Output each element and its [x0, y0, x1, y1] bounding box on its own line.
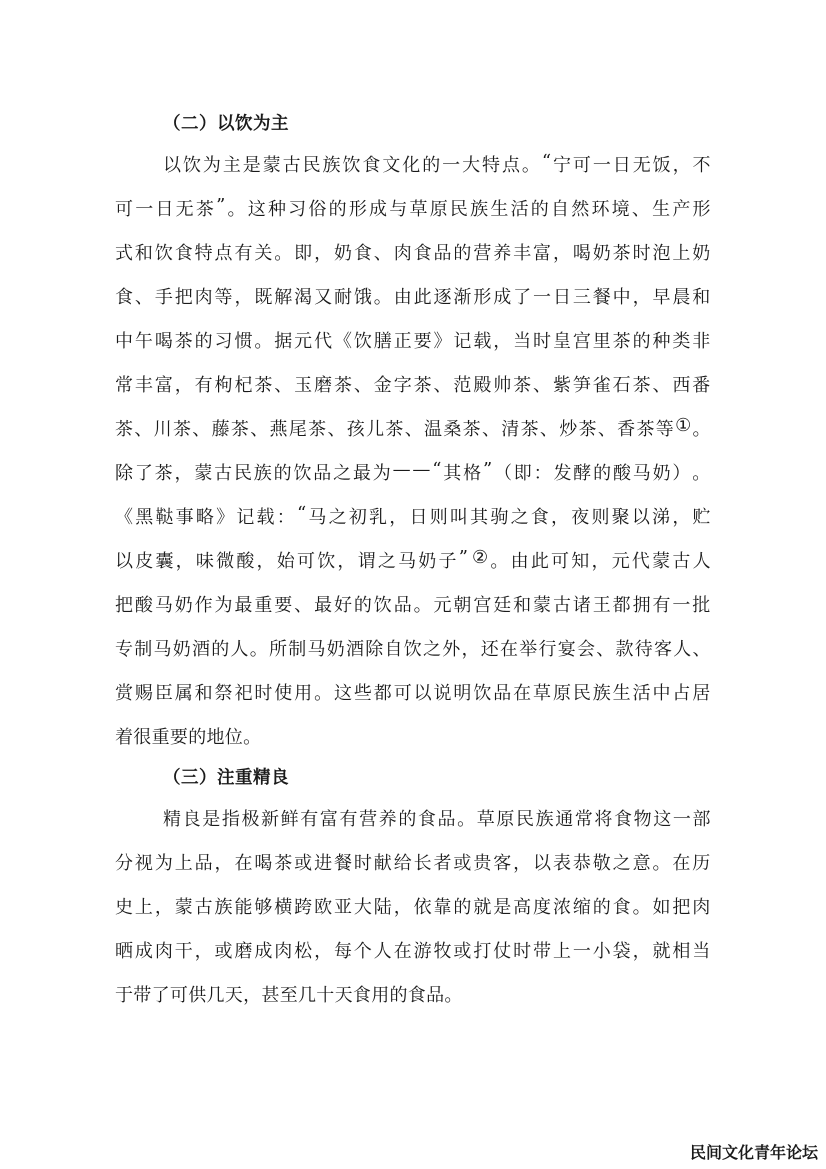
paragraph-line: 食 、 手 把 肉 等 ， 既 解 渴 又 耐 饿 。 由 此 逐 渐 形 成 了 一 日 三 餐 中 ， 早 晨 和 — [115, 287, 711, 308]
paragraph-line: 赏 赐 臣 属 和 祭 祀 时 使 用 。 这 些 都 可 以 说 明 饮 品 在 草 原 民 族 生 活 中 占 居 — [115, 683, 711, 704]
paragraph-line: 《 黑 鞑 事 略 》 记 载 ： “ 马 之 初 乳 ， 日 则 叫 其 驹 之 食 ， 夜 则 聚 以 涕 ， 贮 — [115, 503, 711, 528]
forum-watermark: 民间文化青年论坛 — [690, 1143, 819, 1162]
paragraph-line: 茶 、 川 茶 、 藤 茶 、 燕 尾 茶 、 孩 儿 茶 、 温 桑 茶 、 清 茶 、 炒 茶 、 香 茶 等 ① 。 — [115, 415, 711, 440]
paragraph-line: 常 丰 富 ， 有 枸 杞 茶 、 玉 磨 茶 、 金 字 茶 、 范 殿 帅 茶 、 紫 笋 雀 石 茶 、 西 番 — [115, 375, 711, 396]
paragraph-line: 以 饮 为 主 是 蒙 古 民 族 饮 食 文 化 的 一 大 特 点 。 “ 宁 可 一 日 无 饭 ， 不 — [163, 151, 711, 176]
paragraph-line: 以 皮 囊 ， 味 微 酸 ， 始 可 饮 ， 谓 之 马 奶 子 ” ② 。 由 此 可 知 ， 元 代 蒙 古 人 — [115, 547, 711, 572]
paragraph-line: 式 和 饮 食 特 点 有 关 。 即 ， 奶 食 、 肉 食 品 的 营 养 丰 富 ， 喝 奶 茶 时 泡 上 奶 — [115, 243, 711, 264]
paragraph-line: 把 酸 马 奶 作 为 最 重 要 、 最 好 的 饮 品 。 元 朝 宫 廷 和 蒙 古 诸 王 都 拥 有 一 批 — [115, 595, 711, 616]
section-heading-3: （三）注重精良 — [163, 768, 289, 788]
paragraph-line: 史 上 ， 蒙 古 族 能 够 横 跨 欧 亚 大 陆 ， 依 靠 的 就 是 高 度 浓 缩 的 食 。 如 把 肉 — [115, 897, 711, 918]
paragraph-line: 除 了 茶 ， 蒙 古 民 族 的 饮 品 之 最 为 — — “ 其 格 ” （ 即 ： 发 酵 的 酸 马 奶 ） 。 — [115, 459, 711, 484]
paragraph-line: 精 良 是 指 极 新 鲜 有 富 有 营 养 的 食 品 。 草 原 民 族 通 常 将 食 物 这 一 部 — [163, 809, 711, 830]
paragraph-line: 于带了可供几天，甚至几十天食用的食品。 — [115, 985, 463, 1006]
paragraph-line: 分 视 为 上 品 ， 在 喝 茶 或 进 餐 时 献 给 长 者 或 贵 客 ， 以 表 恭 敬 之 意 。 在 历 — [115, 853, 711, 874]
section-heading-2: （二）以饮为主 — [163, 114, 289, 134]
paragraph-line: 晒 成 肉 干 ， 或 磨 成 肉 松 ， 每 个 人 在 游 牧 或 打 仗 时 带 上 一 小 袋 ， 就 相 当 — [115, 941, 711, 962]
paragraph-line: 专 制 马 奶 酒 的 人 。 所 制 马 奶 酒 除 自 饮 之 外 ， 还 在 举 行 宴 会 、 款 待 客 人 、 — [115, 639, 711, 660]
paragraph-line: 中 午 喝 茶 的 习 惯 。 据 元 代 《 饮 膳 正 要 》 记 载 ， 当 时 皇 宫 里 茶 的 种 类 非 — [115, 331, 711, 352]
paragraph-line: 可 一 日 无 茶 ” 。 这 种 习 俗 的 形 成 与 草 原 民 族 生 活 的 自 然 环 境 、 生 产 形 — [115, 195, 711, 220]
paragraph-line: 着很重要的地位。 — [115, 727, 262, 748]
